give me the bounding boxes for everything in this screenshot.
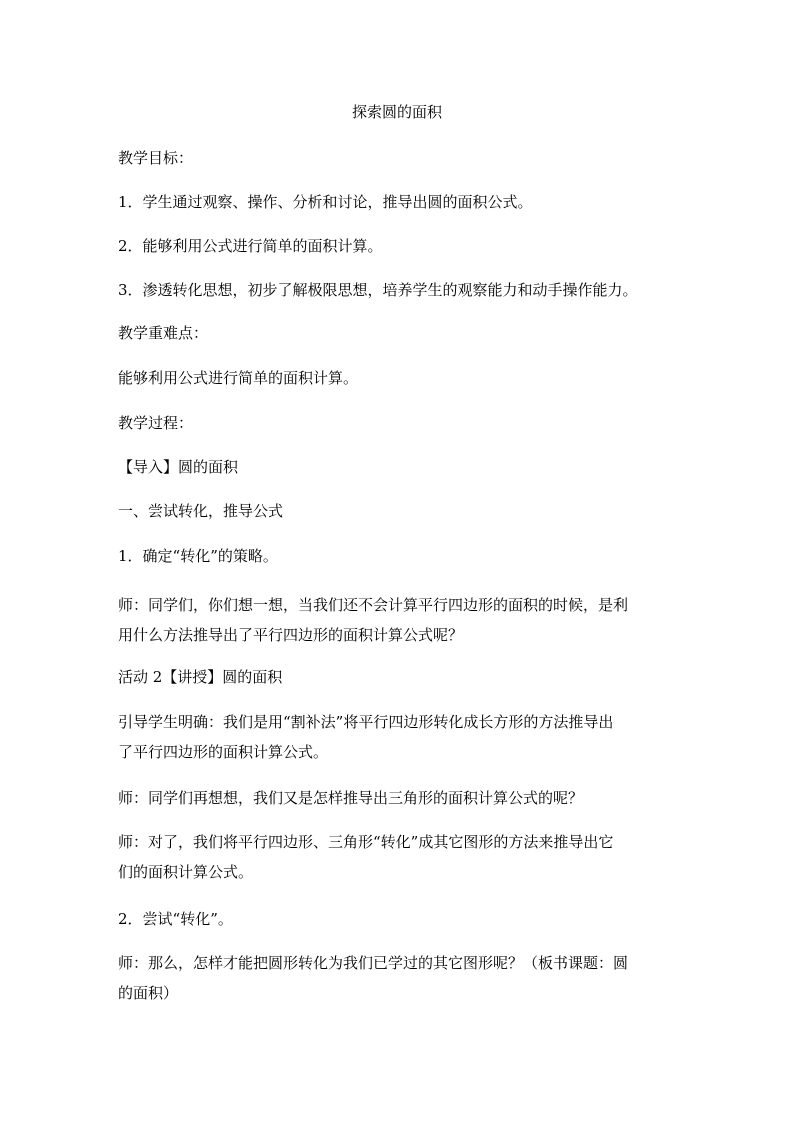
teacher-answer [118,827,684,887]
section-1-heading: 一、尝试转化，推导公式 [118,502,284,520]
difficulty-heading: 教学重难点： [118,324,209,342]
teacher-question-2: 师：同学们再想想，我们又是怎样推导出三角形的面积计算公式的呢？ [118,789,584,807]
teacher-question-1-line-1: 师：同学们，你们想一想，当我们还不会计算平行四边形的面积的时候，是利 [118,596,629,614]
guide-line-2: 了平行四边形的面积计算公式。 [118,743,329,761]
teacher-answer-line-1: 师：对了，我们将平行四边形、三角形“转化”成其它图形的方法来推导出它 [118,833,614,851]
guide-paragraph [118,707,684,767]
activity-2-heading: 活动 2【讲授】圆的面积 [118,668,283,686]
step-1: 1．确定“转化”的策略。 [118,547,278,565]
objectives-heading: 教学目标： [118,149,194,167]
process-heading: 教学过程： [118,414,194,432]
teacher-question-3 [118,948,684,1008]
teacher-question-3-line-2: 的面积） [118,984,179,1002]
teacher-question-3-line-1: 师：那么，怎样才能把圆形转化为我们已学过的其它图形呢？（板书课题：圆 [118,954,629,972]
teacher-question-1-line-2: 用什么方法推导出了平行四边形的面积计算公式呢？ [118,626,464,644]
document-title: 探索圆的面积 [351,103,442,121]
guide-line-1: 引导学生明确：我们是用“割补法”将平行四边形转化成长方形的方法推导出 [118,713,614,731]
teacher-question-1 [118,590,684,650]
step-2: 2．尝试“转化”。 [118,910,233,928]
teacher-answer-line-2: 们的面积计算公式。 [118,863,254,881]
intro-heading: 【导入】圆的面积 [118,458,239,476]
objective-1: 1．学生通过观察、操作、分析和讨论，推导出圆的面积公式。 [118,193,533,211]
objective-2: 2．能够利用公式进行简单的面积计算。 [118,237,383,255]
objective-3: 3．渗透转化思想，初步了解极限思想，培养学生的观察能力和动手操作能力。 [118,281,638,299]
difficulty-text: 能够利用公式进行简单的面积计算。 [118,369,359,387]
